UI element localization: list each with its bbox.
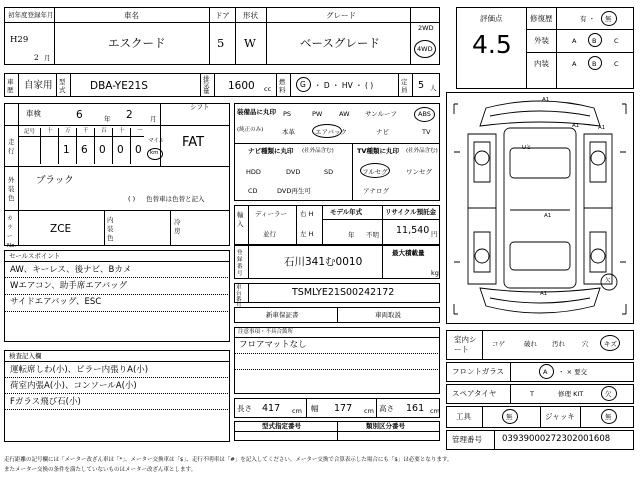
trim-code-label: カラー No. bbox=[7, 216, 17, 249]
seat-ana: 穴 bbox=[582, 340, 589, 348]
seat-label: 室内シート bbox=[454, 335, 477, 354]
reg-month-unit: 月 bbox=[44, 54, 51, 62]
tv-analog: アナログ bbox=[363, 187, 389, 195]
plate-value: 石川341む0010 bbox=[284, 256, 363, 268]
reg-date-label: 初年度登録年月 bbox=[8, 11, 54, 19]
car-diagram bbox=[446, 92, 634, 324]
navi-cd: CD bbox=[248, 187, 258, 195]
insp-year-unit: 年 bbox=[104, 115, 111, 123]
wid-unit: cm bbox=[364, 407, 374, 415]
equip-tv: TV bbox=[422, 128, 431, 136]
model-value: エスクード bbox=[108, 36, 166, 50]
digit-value: 0 bbox=[117, 144, 124, 156]
import-left: 左 H bbox=[300, 230, 314, 238]
color-label: 外装色 bbox=[8, 176, 15, 202]
sales-line-3: サイドエアバッグ、ESC bbox=[10, 297, 102, 307]
tool-label: 工具 bbox=[456, 412, 471, 421]
inspector-line-1: 運転席しわ(小)、ピラー内張りA(小) bbox=[10, 365, 149, 375]
equip-aw: AW bbox=[339, 110, 350, 118]
vin-value: TSMLYE21S00242172 bbox=[292, 287, 395, 298]
model-year-unit: 年 bbox=[348, 231, 355, 239]
repair-none: 無 bbox=[605, 15, 612, 23]
int-b: B bbox=[592, 60, 597, 68]
mgmt-label: 管理番号 bbox=[452, 435, 482, 444]
digit-value: 0 bbox=[99, 144, 106, 156]
mark-defect: 欠 bbox=[605, 278, 611, 284]
sales-box bbox=[4, 250, 230, 342]
mark-a1-bot: A1 bbox=[544, 213, 552, 219]
tv-sub: (社外品含む) bbox=[406, 148, 438, 154]
grade-label: グレード bbox=[326, 11, 356, 20]
spare-none: 欠 bbox=[605, 390, 612, 398]
digit-value: 6 bbox=[81, 144, 88, 156]
hei-label: 高さ bbox=[379, 404, 394, 413]
disp-value: 1600 bbox=[228, 80, 255, 92]
spare-kit: 修理 KIT bbox=[558, 390, 584, 398]
equip-abs: ABS bbox=[418, 110, 431, 118]
seat-koge: コゲ bbox=[492, 340, 505, 348]
fuel-label: 燃料 bbox=[279, 78, 286, 94]
inspector-box bbox=[4, 350, 230, 442]
navi-dvd: DVD bbox=[286, 168, 301, 176]
grade-value: ベースグレード bbox=[300, 36, 380, 50]
drive-2wd: 2WD bbox=[418, 24, 434, 32]
tool-value: 無 bbox=[506, 413, 513, 421]
tv-fullseg: フルセグ bbox=[362, 168, 388, 176]
vin-label: 車台番号 bbox=[236, 285, 242, 309]
color-paren: ( ) bbox=[128, 195, 136, 203]
cap-unit: 人 bbox=[430, 84, 437, 92]
navi-sub: (社外品含む) bbox=[302, 148, 334, 154]
model-label: 車名 bbox=[124, 11, 139, 20]
navi-label: ナビ種類に丸印 bbox=[248, 147, 294, 155]
disp-unit: cc bbox=[264, 85, 272, 93]
ext-a: A bbox=[572, 37, 577, 45]
score-label: 評価点 bbox=[480, 14, 503, 23]
mark-a1-bot2: A1 bbox=[540, 291, 548, 297]
jack-label: ジャッキ bbox=[545, 412, 575, 421]
navi-dvd-play: DVD再生可 bbox=[277, 187, 311, 195]
class-label: 類別区分番号 bbox=[366, 422, 405, 430]
len-label: 長さ bbox=[237, 404, 252, 413]
inspector-label: 検査記入欄 bbox=[9, 352, 42, 360]
len-unit: cm bbox=[292, 407, 302, 415]
digit-header: 百 bbox=[101, 128, 107, 134]
footer-line-1: 走行距離の記号欄には「メーター改ざん車は「*」、メーター交換車は「$」、走行不明車は「#」を記入してください。メーター交換で合算表示した場合にも「$」は必要となります。 bbox=[4, 457, 453, 463]
trim-code: ZCE bbox=[50, 223, 72, 235]
import-right: 右 H bbox=[300, 210, 314, 218]
recycle-yen: 円 bbox=[431, 230, 438, 238]
tv-oneseg: ワンセグ bbox=[406, 168, 432, 176]
type-label: 型式 bbox=[59, 78, 66, 94]
shift-label: シフト bbox=[190, 103, 210, 111]
int-a: A bbox=[572, 60, 577, 68]
mark-a1-top: A1 bbox=[542, 97, 550, 103]
fuel-options: ・ D ・ HV ・ ( ) bbox=[314, 81, 374, 90]
shift-value: FAT bbox=[182, 135, 205, 150]
navi-hdd: HDD bbox=[246, 168, 261, 176]
seat-yogore: 汚れ bbox=[552, 340, 565, 348]
body-label: 形状 bbox=[243, 11, 258, 20]
fuel-g: G bbox=[300, 80, 306, 89]
manual-label: 車両取説 bbox=[375, 311, 401, 319]
digit-header: 一 bbox=[137, 128, 143, 134]
ext-label: 外装 bbox=[534, 36, 549, 45]
use-value: 自家用 bbox=[24, 80, 53, 91]
equip-airbag: エアバック bbox=[315, 128, 347, 136]
equip-pw: PW bbox=[312, 110, 323, 118]
footer-line-2: またメーター交換の条件を満たしていないものはメーター改ざん車とします。 bbox=[4, 467, 197, 473]
drive-4wd: 4WD bbox=[417, 45, 433, 53]
color-value: ブラック bbox=[36, 175, 74, 186]
run-label: 走行 bbox=[8, 138, 15, 155]
equip-sunroof: サンルーフ bbox=[365, 110, 397, 118]
digit-header: 千 bbox=[83, 128, 89, 134]
equip-navi: ナビ bbox=[376, 128, 389, 136]
mark-label: 記号 bbox=[24, 129, 36, 135]
len-value: 417 bbox=[262, 403, 281, 414]
recycle-value: 11,540 bbox=[396, 225, 430, 236]
score-value: 4.5 bbox=[472, 30, 512, 59]
notes-label: 注意事項・不具合箇所 bbox=[238, 329, 294, 335]
interior-label: 内装色 bbox=[107, 216, 114, 242]
mark-a1-top2: A1 bbox=[572, 123, 580, 129]
hei-value: 161 bbox=[406, 403, 425, 414]
doors-label: ドア bbox=[215, 11, 230, 20]
equip-label: 装備品に丸印 bbox=[237, 108, 276, 116]
reg-year: H29 bbox=[10, 35, 29, 45]
digit-header: 万 bbox=[65, 128, 71, 134]
equip-sub: (純正のみ) bbox=[237, 127, 264, 133]
ext-b: B bbox=[592, 37, 597, 45]
int-c: C bbox=[614, 60, 619, 68]
new-car-label: 新車保証書 bbox=[266, 311, 299, 319]
recycle-color-label: 冷房 bbox=[174, 218, 181, 235]
km-label: km bbox=[150, 150, 159, 156]
digit-value: 1 bbox=[63, 144, 70, 156]
inspection-label: 車検 bbox=[26, 109, 41, 118]
max-load-label: 最大積載量 bbox=[392, 249, 425, 257]
insp-year: 6 bbox=[76, 109, 83, 121]
ext-c: C bbox=[614, 37, 619, 45]
spare-label: スペアタイヤ bbox=[452, 389, 497, 398]
notes-value: フロアマットなし bbox=[239, 340, 307, 350]
color-note: 色替車は色替と記入 bbox=[146, 195, 205, 203]
sales-line-2: Wエアコン、助手席エアバッグ bbox=[10, 281, 128, 291]
repair-options: 有 ・ bbox=[580, 15, 596, 23]
import-label: 輸入 bbox=[237, 211, 244, 228]
model-year-unknown: 不明 bbox=[366, 231, 379, 239]
tv-label: TV種類に丸印 bbox=[357, 147, 399, 155]
repair-label: 修復歴 bbox=[530, 14, 553, 23]
recycle-label: リサイクル預託金 bbox=[385, 208, 437, 216]
wid-value: 177 bbox=[334, 403, 353, 414]
max-load-kg: kg bbox=[431, 269, 439, 277]
doors-value: 5 bbox=[217, 36, 225, 50]
jack-value: 無 bbox=[605, 413, 612, 421]
seat-kizu: キズ bbox=[604, 340, 617, 348]
mark-center: Uと bbox=[522, 145, 532, 151]
equip-ps: PS bbox=[283, 110, 292, 118]
navi-sd: SD bbox=[324, 168, 334, 176]
body-value: W bbox=[244, 36, 256, 50]
fglass-a: A bbox=[543, 368, 548, 376]
type-cert-label: 型式指定番号 bbox=[262, 422, 301, 430]
digit-header: 十 bbox=[47, 128, 53, 134]
spare-t: T bbox=[530, 390, 534, 398]
sales-label: セールスポイント bbox=[9, 252, 61, 260]
seat-yabure: 破れ bbox=[524, 340, 537, 348]
cap-label: 定員 bbox=[401, 78, 408, 94]
fglass-label: フロントガラス bbox=[452, 367, 505, 376]
digit-value: 0 bbox=[135, 144, 142, 156]
import-dealer: ディーラー bbox=[255, 210, 287, 218]
digit-header: 十 bbox=[119, 128, 125, 134]
use-label: 車歴 bbox=[7, 78, 14, 94]
inspector-line-3: Fガラス飛び石(小) bbox=[10, 397, 81, 407]
mgmt-value: 03939000272302001608 bbox=[502, 434, 611, 444]
plate-label: 登録番号 bbox=[237, 250, 243, 277]
disp-label: 排気量 bbox=[203, 75, 210, 95]
equip-leather: 本革 bbox=[282, 128, 295, 136]
int-label: 内装 bbox=[534, 59, 549, 68]
hei-unit: cm bbox=[430, 407, 440, 415]
inspector-line-2: 荷室内張A(小)、コンソールA(小) bbox=[10, 381, 137, 391]
insp-month: 2 bbox=[126, 109, 133, 121]
mark-right: A1 bbox=[598, 125, 606, 131]
mile-label: マイル bbox=[148, 138, 165, 144]
type-value: DBA-YE21S bbox=[90, 80, 148, 92]
fglass-rest: ・ × 要交 bbox=[558, 368, 588, 376]
import-parallel: 並行 bbox=[263, 230, 276, 238]
sales-line-1: AW、キーレス、後ナビ、Bカメ bbox=[10, 265, 132, 275]
reg-month: 2 bbox=[34, 53, 39, 62]
insp-month-unit: 月 bbox=[150, 115, 157, 123]
wid-label: 幅 bbox=[311, 404, 319, 413]
model-year-label: モデル年式 bbox=[330, 208, 363, 216]
cap-value: 5 bbox=[418, 80, 425, 91]
